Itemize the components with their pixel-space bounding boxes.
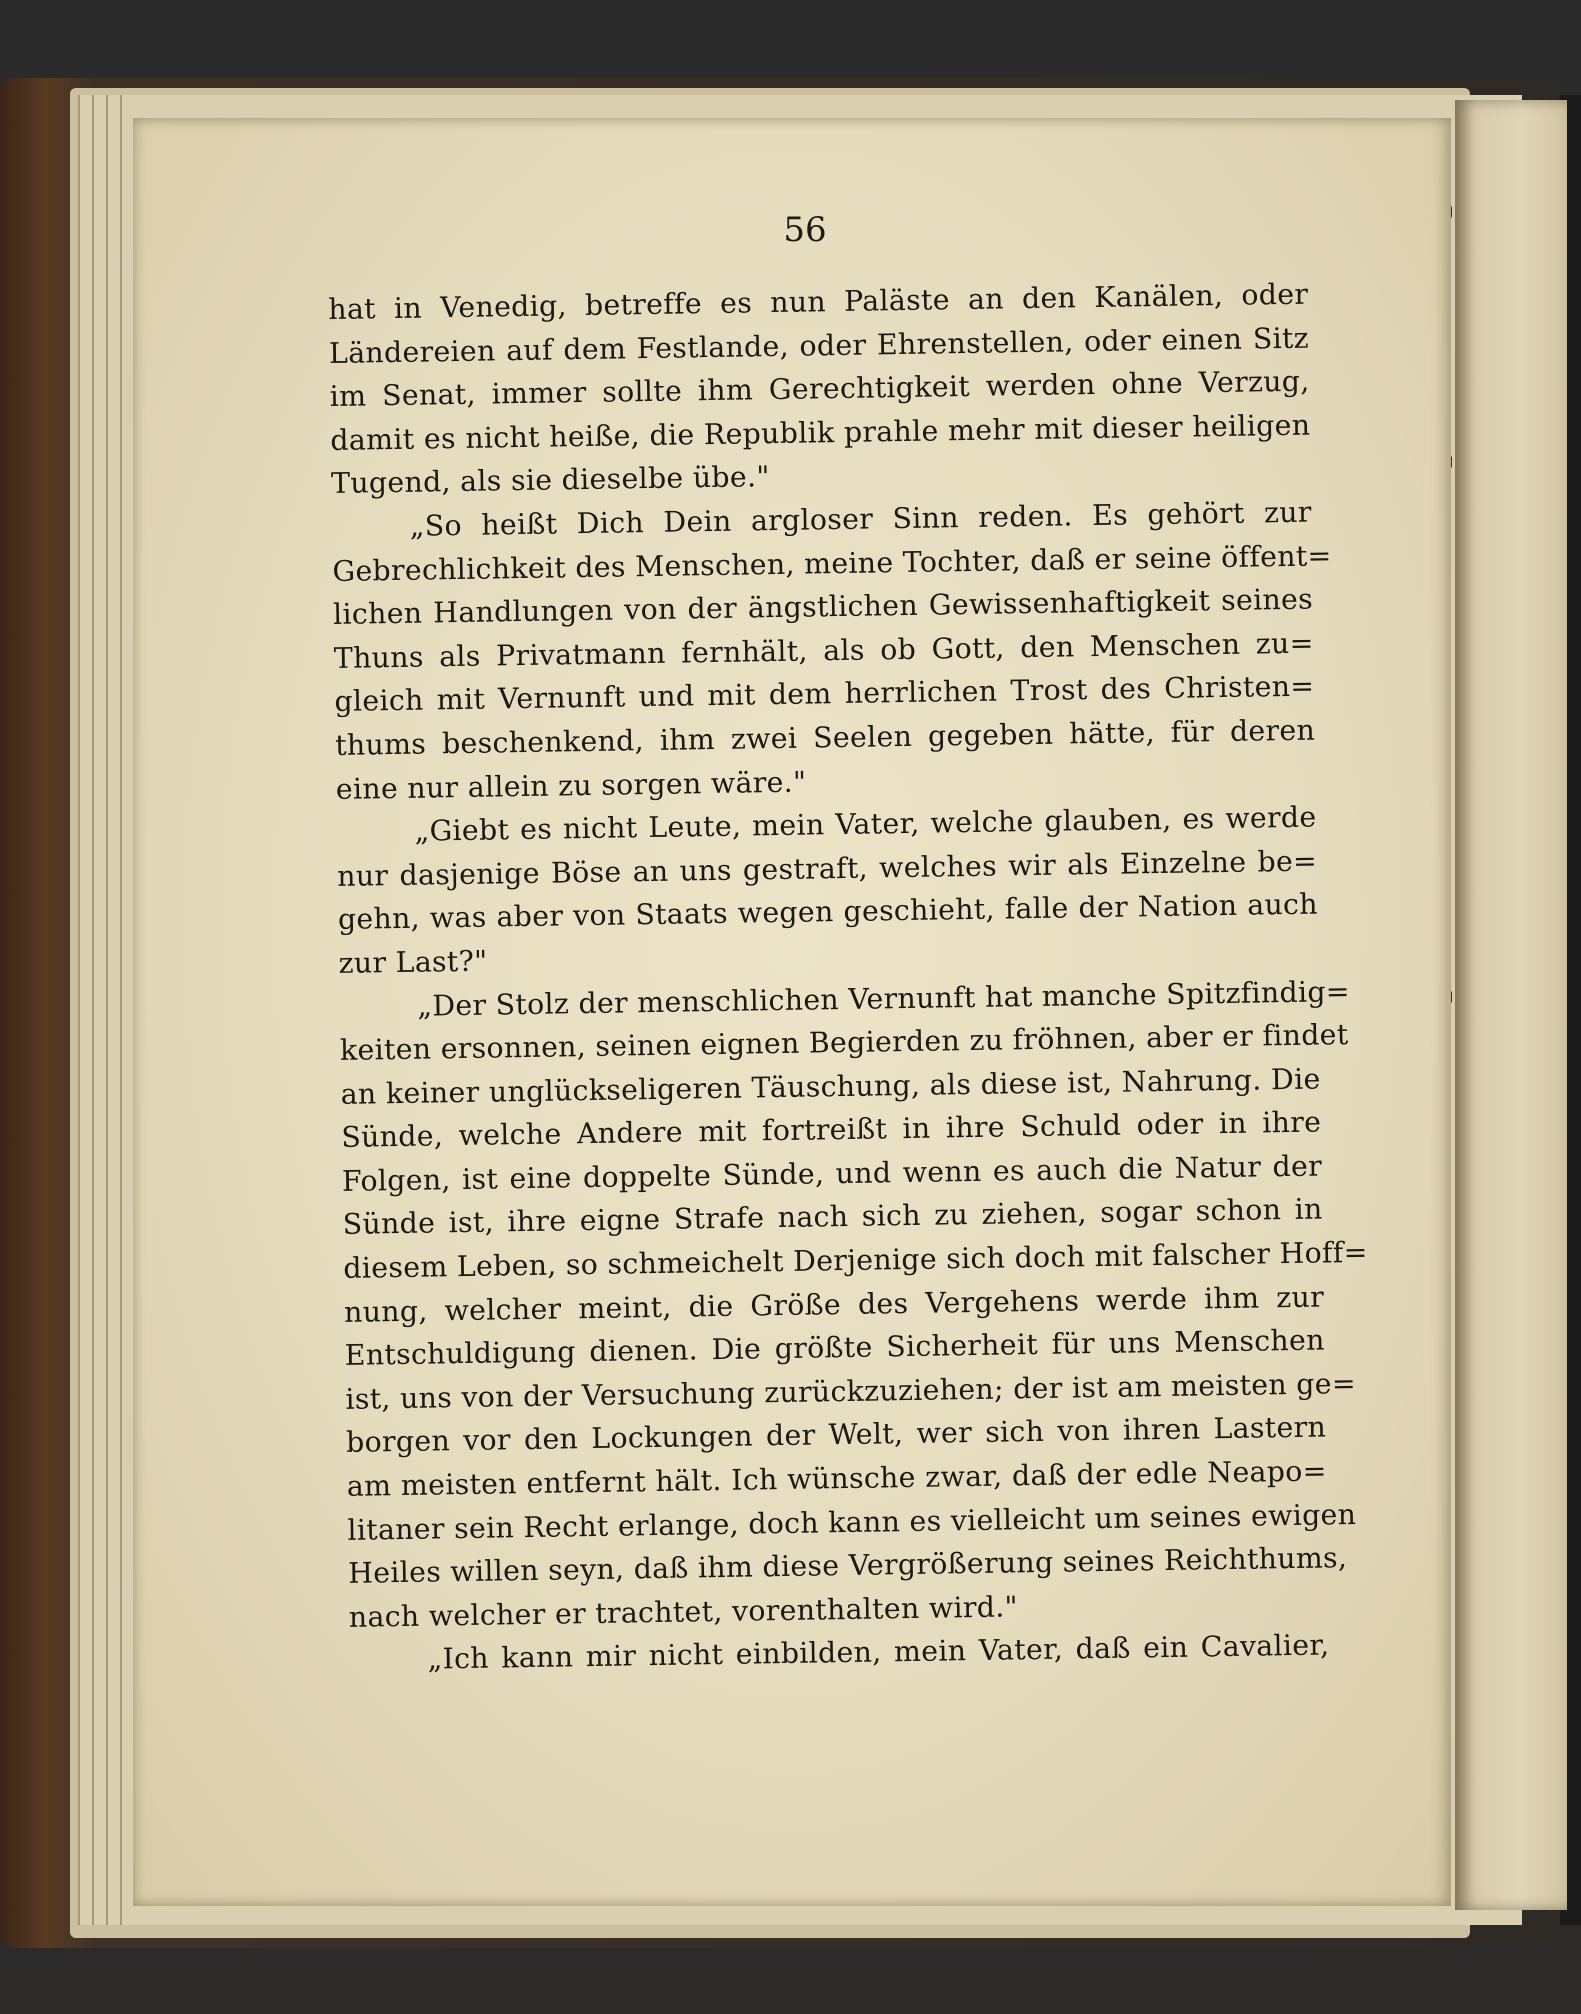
text-line: „Ich kann mir nicht einbilden, mein Vater, daß ein Cavalier, [427,1628,1330,1677]
text-line: im Senat, immer sollte ihm Gerechtigkeit werden ohne Verzug, [329,364,1310,414]
text-line: gleich mit Vernunft und mit dem herrlichen Trost des Christen= [334,669,1315,719]
text-line: an keiner unglückseligeren Täuschung, als diese ist, Nahrung. Die [340,1062,1321,1111]
text-line: „So heißt Dich Dein argloser Sinn reden. Es gehört zur [409,495,1312,543]
text-line: diesem Leben, so schmeichelt Derjenige sich doch mit falscher Hoff= [343,1235,1368,1285]
text-line: nung, welcher meint, die Größe des Vergehens werde ihm zur [343,1280,1325,1329]
text-line: Entschuldigung dienen. Die größte Sicherheit für uns Menschen [344,1323,1325,1373]
text-line: Sünde, welche Andere mit fortreißt in ihre Schuld oder in ihre [341,1105,1322,1155]
text-line: Sünde ist, ihre eigne Strafe nach sich zu ziehen, sogar schon in [342,1192,1323,1242]
text-line: Thuns als Privatmann fernhält, als ob Gott, den Menschen zu= [333,626,1314,675]
text-line: nur dasjenige Böse an uns gestraft, welches wir als Einzelne be= [336,844,1318,893]
text-line: litaner sein Recht erlange, doch kann es vielleicht um seines ewigen [347,1497,1357,1547]
text-line: nach welcher er trachtet, vorenthalten wird." [348,1590,1019,1634]
facing-page-edge [1455,100,1567,1910]
page-text [328,273,1368,1683]
text-line: borgen vor den Lockungen der Welt, wer sich von ihren Lastern [345,1410,1327,1460]
text-line: Heiles willen seyn, daß ihm diese Vergrößerung seines Reichthums, [347,1541,1348,1591]
text-line: thums beschenkend, ihm zwei Seelen gegeben hätte, für deren [334,713,1316,762]
text-line: keiten ersonnen, seinen eignen Begierden zu fröhnen, aber er findet [339,1018,1349,1067]
text-line: Ländereien auf dem Festlande, oder Ehrenstellen, oder einen Sitz [328,321,1310,370]
text-line: Gebrechlichkeit des Menschen, meine Tochter, daß er seine öffent= [332,538,1332,588]
text-line: Folgen, ist eine doppelte Sünde, und wenn es auch die Natur der [341,1149,1323,1198]
text-line: ist, uns von der Versuchung zurückzuziehen; der ist am meisten ge= [345,1366,1357,1416]
text-line: „Giebt es nicht Leute, mein Vater, welche glauben, es werde [414,800,1317,848]
text-line: Tugend, als sie dieselbe übe." [330,460,770,501]
text-line: „Der Stolz der menschlichen Vernunft hat manche Spitzfindig= [417,974,1351,1023]
text-line: am meisten entfernt hält. Ich wünsche zwar, daß der edle Neapo= [346,1454,1327,1503]
text-line: lichen Handlungen von der ängstlichen Gewissenhaftigkeit seines [332,582,1314,632]
text-line: hat in Venedig, betreffe es nun Paläste an den Kanälen, oder [328,277,1309,326]
page-number: 56 [783,210,827,250]
text-line: damit es nicht heiße, die Republik prahle mehr mit dieser heiligen [330,408,1311,457]
text-line: eine nur allein zu sorgen wäre." [335,765,807,806]
text-line: gehn, was aber von Staats wegen geschieht, falle der Nation auch [337,887,1319,937]
text-line: zur Last?" [338,944,488,980]
